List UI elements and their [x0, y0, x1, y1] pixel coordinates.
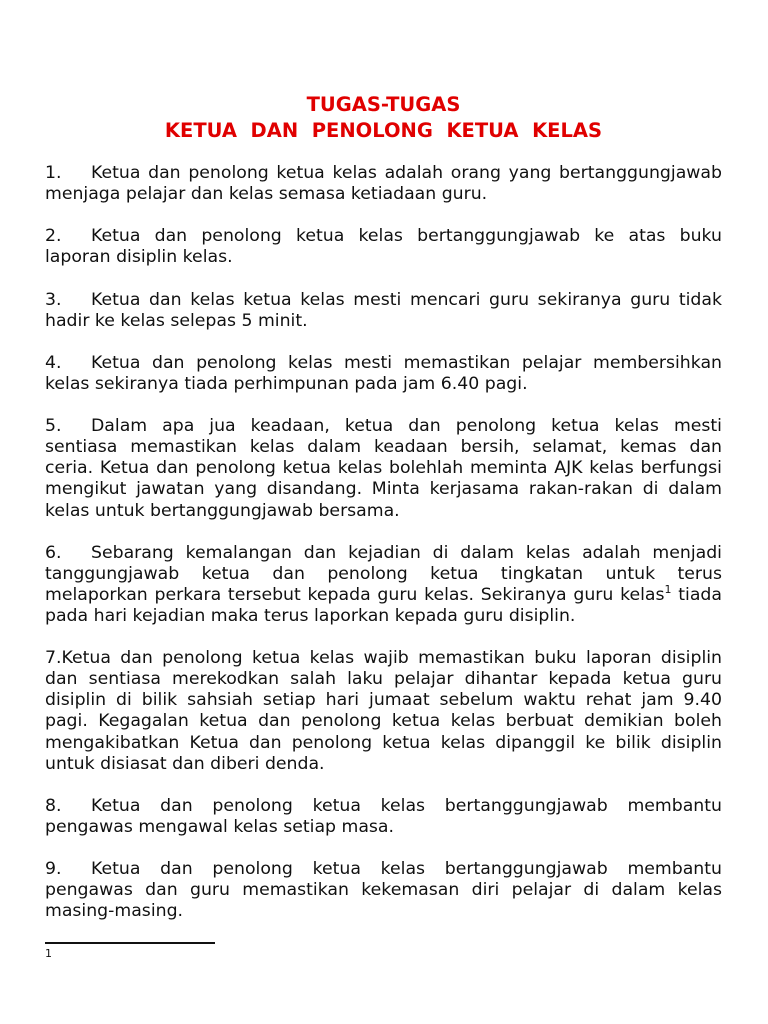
line-text: Dalam apa jua keadaan, ketua dan penolong ketua kelas mesti — [91, 416, 722, 437]
line-text: Ketua dan kelas ketua kelas mesti mencari guru sekiranya guru tidak — [91, 289, 722, 310]
line-text: untuk disiasat dan diberi denda. — [45, 753, 325, 774]
footnote-reference: 1 — [664, 582, 672, 596]
line-text: pagi. Kegagalan ketua dan penolong ketua kelas berbuat demikian boleh — [45, 711, 722, 732]
list-item — [45, 648, 722, 775]
list-item — [45, 796, 722, 838]
text-line — [45, 754, 722, 775]
line-text: Ketua dan penolong kelas mesti memastikan pelajar membersihkan — [91, 352, 722, 373]
list-item — [45, 353, 722, 395]
text-line — [45, 458, 722, 479]
text-line — [45, 163, 722, 184]
text-line — [45, 817, 722, 838]
text-line — [45, 416, 722, 437]
text-line — [45, 184, 722, 205]
footnote-separator — [45, 942, 215, 944]
document-body — [45, 163, 722, 943]
text-line — [45, 479, 722, 500]
footnote-marker: 1 — [45, 947, 52, 960]
line-text: pada hari kejadian maka terus laporkan kepada guru disiplin. — [45, 605, 576, 626]
line-text: Ketua dan penolong ketua kelas bertanggungjawab membantu — [91, 795, 722, 816]
list-item — [45, 543, 722, 627]
text-line — [45, 669, 722, 690]
line-text: Sebarang kemalangan dan kejadian di dalam kelas adalah menjadi — [91, 542, 722, 563]
text-line — [45, 353, 722, 374]
text-line — [45, 247, 722, 268]
text-line — [45, 582, 722, 606]
item-number: 1. — [45, 163, 62, 183]
item-number: 2. — [45, 226, 62, 247]
line-text: Ketua dan penolong ketua kelas bertanggungjawab membantu — [91, 859, 722, 880]
text-line — [45, 711, 722, 732]
item-number: 6. — [45, 542, 62, 563]
text-line — [45, 606, 722, 627]
line-text: tanggungjawab ketua dan penolong ketua tingkatan untuk terus — [45, 563, 722, 584]
line-text: tiada — [671, 584, 722, 605]
item-number: 8. — [45, 795, 62, 816]
line-text: melaporkan perkara tersebut kepada guru kelas. Sekiranya guru kelas — [45, 584, 665, 605]
title-line-1: TUGAS-TUGAS — [306, 93, 461, 116]
text-line — [45, 374, 722, 395]
text-line — [45, 311, 722, 332]
text-line — [45, 796, 722, 817]
item-number: 3. — [45, 289, 62, 310]
list-item — [45, 416, 722, 521]
list-item — [45, 226, 722, 268]
line-text: 7.Ketua dan penolong ketua kelas wajib memastikan buku laporan disiplin — [45, 648, 722, 669]
line-text: disiplin di bilik sahsiah setiap hari jumaat sebelum waktu rehat jam 9.40 — [45, 690, 722, 711]
text-line — [45, 880, 722, 901]
item-number: 5. — [45, 416, 62, 437]
title-line-2: KETUA DAN PENOLONG KETUA KELAS — [164, 119, 603, 142]
line-text: hadir ke kelas selepas 5 minit. — [45, 310, 308, 331]
line-text: sentiasa memastikan kelas dalam keadaan bersih, selamat, kemas dan — [45, 437, 722, 458]
text-line — [45, 437, 722, 458]
item-number: 4. — [45, 352, 62, 373]
line-text: dan sentiasa merekodkan salah laku pelajar dihantar kepada ketua guru — [45, 669, 722, 690]
line-text: ceria. Ketua dan penolong ketua kelas bolehlah meminta AJK kelas berfungsi — [45, 458, 722, 479]
text-line — [45, 859, 722, 880]
list-item — [45, 163, 722, 205]
document-title — [45, 92, 722, 144]
text-line — [45, 226, 722, 247]
text-line — [45, 901, 722, 922]
line-text: kelas untuk bertanggungjawab bersama. — [45, 500, 400, 521]
text-line — [45, 648, 722, 669]
line-text: laporan disiplin kelas. — [45, 247, 233, 268]
line-text: pengawas mengawal kelas setiap masa. — [45, 816, 395, 837]
text-line — [45, 733, 722, 754]
line-text: mengakibatkan Ketua dan penolong ketua kelas dipanggil ke bilik disiplin — [45, 732, 722, 753]
text-line — [45, 543, 722, 564]
line-text: Ketua dan penolong ketua kelas adalah orang yang bertanggungjawab — [91, 163, 722, 183]
line-text: kelas sekiranya tiada perhimpunan pada jam 6.40 pagi. — [45, 373, 528, 394]
text-line — [45, 290, 722, 311]
list-item — [45, 859, 722, 922]
line-text: mengikut jawatan yang disandang. Minta kerjasama rakan-rakan di dalam — [45, 479, 722, 500]
item-number: 9. — [45, 859, 62, 880]
list-item — [45, 290, 722, 332]
line-text: Ketua dan penolong ketua kelas bertanggungjawab ke atas buku — [91, 226, 722, 247]
line-text: pengawas dan guru memastikan kekemasan diri pelajar di dalam kelas — [45, 880, 722, 901]
line-text: masing-masing. — [45, 901, 184, 922]
line-text: menjaga pelajar dan kelas semasa ketiadaan guru. — [45, 184, 488, 205]
text-line — [45, 501, 722, 522]
text-line — [45, 564, 722, 585]
text-line — [45, 690, 722, 711]
